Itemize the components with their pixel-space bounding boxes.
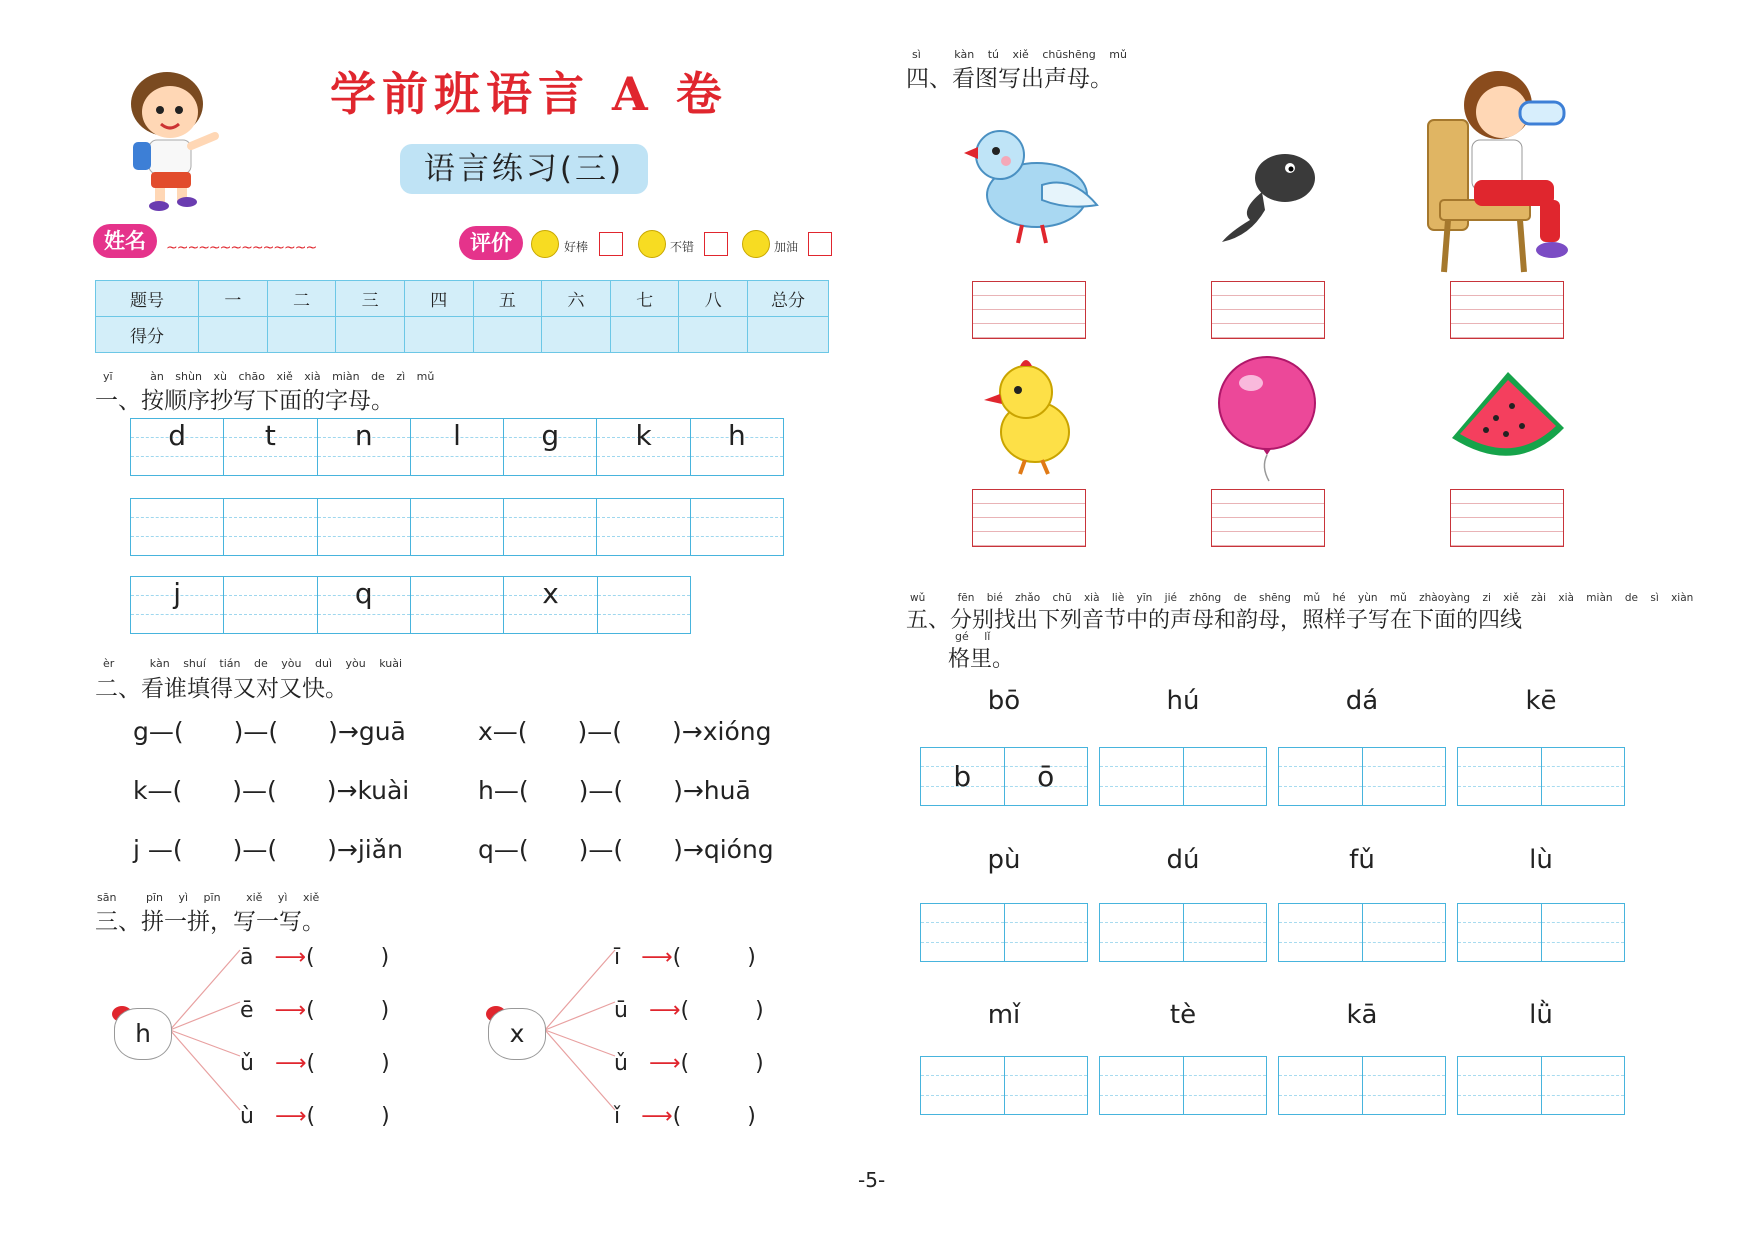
eval-option-good: 好棒 xyxy=(564,240,589,254)
box-cell[interactable] xyxy=(1541,748,1625,805)
pinyin: kàn xyxy=(954,48,975,61)
pinyin: sì xyxy=(912,48,921,61)
pinyin: zi xyxy=(1482,592,1491,604)
four-line-box[interactable] xyxy=(1457,1056,1625,1115)
pinyin: xiě xyxy=(1503,592,1519,604)
four-line-box[interactable] xyxy=(1099,1056,1267,1115)
pinyin: yàng xyxy=(1444,592,1471,604)
score-cell[interactable] xyxy=(404,317,473,353)
box-cell[interactable] xyxy=(1004,904,1088,961)
s5-heading-2: 格里。 xyxy=(948,647,1015,672)
pinyin: yīn xyxy=(1136,592,1153,604)
pinyin: mǔ xyxy=(416,370,435,383)
page-number: -5- xyxy=(858,1168,886,1192)
letter: l xyxy=(453,419,461,452)
box-cell[interactable] xyxy=(1362,904,1446,961)
pinyin: shuí xyxy=(183,657,206,670)
answer-blank[interactable]: ( ) xyxy=(306,945,390,970)
grid-cell xyxy=(318,577,411,633)
box-cell[interactable] xyxy=(1100,904,1183,961)
pinyin: lǐ xyxy=(984,630,991,643)
pinyin: tú xyxy=(987,48,999,61)
s3-row[interactable] xyxy=(240,1046,390,1077)
pinyin: xià xyxy=(1558,592,1574,604)
box-cell[interactable] xyxy=(1541,1057,1625,1114)
s1-grid-row1 xyxy=(130,418,784,476)
box-cell[interactable] xyxy=(1279,904,1362,961)
score-header-cell: 二 xyxy=(267,281,336,317)
final: ǔ xyxy=(614,1051,628,1076)
score-cell[interactable] xyxy=(267,317,336,353)
syllable: fǔ xyxy=(1349,845,1375,875)
pinyin: zhōng xyxy=(1189,592,1222,604)
box-cell[interactable] xyxy=(1458,748,1541,805)
s3-row[interactable] xyxy=(240,940,389,971)
pinyin: zhào xyxy=(1419,592,1445,604)
pinyin: èr xyxy=(103,657,115,670)
s1-grid-row2[interactable] xyxy=(130,498,784,556)
score-header-cell: 一 xyxy=(199,281,268,317)
syllable: lù xyxy=(1529,845,1553,875)
pinyin: mǔ xyxy=(1109,48,1127,61)
pinyin: yì xyxy=(178,891,189,904)
score-row-label: 得分 xyxy=(96,317,199,353)
score-header-cell: 总分 xyxy=(748,281,829,317)
pinyin: xù xyxy=(213,370,227,383)
box-cell[interactable] xyxy=(1004,1057,1088,1114)
answer-box-balloon[interactable] xyxy=(1211,489,1325,547)
pinyin: fēn xyxy=(957,592,975,604)
grid-cell[interactable] xyxy=(131,499,224,555)
score-cell[interactable] xyxy=(542,317,611,353)
pinyin: yòu xyxy=(281,657,302,670)
box-cell[interactable] xyxy=(1100,1057,1183,1114)
initial-letter: x xyxy=(509,1019,525,1048)
s2-heading: 二、看谁填得又对又快。 xyxy=(95,676,348,702)
pinyin: zì xyxy=(396,370,406,383)
s2-line[interactable]: j —( )—( )→jiǎn xyxy=(133,835,403,864)
initial-letter: h xyxy=(135,1019,151,1048)
s2-line[interactable]: k—( )—( )→kuài xyxy=(133,776,410,805)
box-cell[interactable] xyxy=(1183,748,1267,805)
s3-row[interactable] xyxy=(614,940,756,971)
score-table-header-row xyxy=(96,281,829,317)
arrow-icon: ⟶ xyxy=(641,945,673,970)
pinyin: yī xyxy=(103,370,113,383)
box-cell[interactable] xyxy=(1458,1057,1541,1114)
four-line-box[interactable] xyxy=(1099,903,1267,962)
score-header-cell: 题号 xyxy=(96,281,199,317)
arrow-icon: ⟶ xyxy=(274,1051,307,1076)
s3-connector-lines-right xyxy=(535,940,625,1120)
pinyin: duì xyxy=(314,657,332,670)
pinyin: shùn xyxy=(175,370,202,383)
pinyin: chāo xyxy=(238,370,265,383)
name-badge: 姓名 xyxy=(93,224,157,258)
score-cell[interactable] xyxy=(199,317,268,353)
score-header-cell: 七 xyxy=(610,281,679,317)
s3-heading: 三、拼一拼，写一写。 xyxy=(95,909,325,935)
letter: h xyxy=(727,419,746,452)
letter: d xyxy=(168,419,187,452)
letter: q xyxy=(354,577,373,610)
syllable: tè xyxy=(1169,1000,1197,1030)
pinyin: pīn xyxy=(145,891,163,904)
arrow-icon: ⟶ xyxy=(274,945,307,970)
box-cell[interactable] xyxy=(1279,748,1362,805)
box-cell xyxy=(921,748,1004,805)
pinyin: yùn xyxy=(1357,592,1378,604)
page-subtitle: 语言练习(三) xyxy=(400,144,648,194)
grid-cell xyxy=(224,419,317,475)
four-line-box[interactable] xyxy=(1457,747,1625,806)
pinyin: mǔ xyxy=(1303,592,1321,604)
answer-box-watermelon[interactable] xyxy=(1450,489,1564,547)
score-cell[interactable] xyxy=(610,317,679,353)
score-cell[interactable] xyxy=(748,317,829,353)
pinyin: chū xyxy=(1052,592,1072,604)
eval-option-try: 加油 xyxy=(774,240,799,254)
grid-cell xyxy=(504,419,597,475)
answer-box-tadpole[interactable] xyxy=(1211,281,1325,339)
girl-drinking-image xyxy=(1420,60,1580,279)
answer-blank[interactable]: ( ) xyxy=(672,945,756,970)
pinyin: de xyxy=(1624,592,1639,604)
arrow-icon: ⟶ xyxy=(641,1104,673,1129)
pinyin: xiàn xyxy=(1671,592,1694,604)
answer-blank[interactable]: ( ) xyxy=(306,998,390,1023)
letter: k xyxy=(635,419,652,452)
grid-cell[interactable] xyxy=(411,577,504,633)
arrow-icon: ⟶ xyxy=(274,998,307,1023)
grid-cell xyxy=(691,419,783,475)
box-cell[interactable] xyxy=(921,1057,1004,1114)
four-line-box[interactable] xyxy=(1278,1056,1446,1115)
grid-cell[interactable] xyxy=(224,577,317,633)
box-cell[interactable] xyxy=(1183,1057,1267,1114)
box-cell[interactable] xyxy=(1279,1057,1362,1114)
sad-face-icon xyxy=(742,230,770,258)
syllable: mǐ xyxy=(987,1000,1021,1030)
answer-blank[interactable]: ( ) xyxy=(306,1104,390,1129)
pinyin: kàn xyxy=(149,657,170,670)
boy-illustration xyxy=(115,62,225,212)
eval-badge: 评价 xyxy=(459,226,523,260)
score-header-cell: 八 xyxy=(679,281,748,317)
pinyin: shēng xyxy=(1259,592,1291,604)
score-cell[interactable] xyxy=(336,317,405,353)
letter: j xyxy=(173,577,182,610)
s3-row[interactable] xyxy=(614,993,764,1024)
chick-image xyxy=(980,352,1080,481)
score-header-cell: 四 xyxy=(404,281,473,317)
pinyin: zài xyxy=(1531,592,1547,604)
example-final: ō xyxy=(1037,760,1055,793)
grid-cell xyxy=(597,419,690,475)
s1-heading: 一、按顺序抄写下面的字母。 xyxy=(95,388,394,414)
final: ǔ xyxy=(240,1051,254,1076)
cat-head-icon xyxy=(488,1008,546,1060)
pinyin: de xyxy=(254,657,268,670)
final: ū xyxy=(614,998,628,1023)
score-cell[interactable] xyxy=(679,317,748,353)
pinyin: gé xyxy=(955,630,969,643)
box-cell[interactable] xyxy=(1100,748,1183,805)
score-table xyxy=(95,280,829,353)
four-line-box[interactable] xyxy=(920,903,1088,962)
pinyin: mǔ xyxy=(1389,592,1407,604)
letter: g xyxy=(541,419,560,452)
syllable: dá xyxy=(1345,686,1379,716)
pinyin: yòu xyxy=(345,657,366,670)
answer-blank[interactable]: ( ) xyxy=(680,998,764,1023)
score-header-cell: 六 xyxy=(542,281,611,317)
pinyin: xiě xyxy=(302,891,320,904)
final: ā xyxy=(240,945,254,970)
example-initial: b xyxy=(953,760,972,793)
letter: n xyxy=(354,419,373,452)
pinyin: xià xyxy=(304,370,321,383)
four-line-box[interactable] xyxy=(1457,903,1625,962)
pinyin: bié xyxy=(986,592,1003,604)
answer-box-girl[interactable] xyxy=(1450,281,1564,339)
final: ī xyxy=(614,945,621,970)
pinyin: tián xyxy=(219,657,241,670)
four-line-box[interactable] xyxy=(1099,747,1267,806)
arrow-icon: ⟶ xyxy=(648,1051,681,1076)
pinyin: de xyxy=(1233,592,1247,604)
box-cell[interactable] xyxy=(921,904,1004,961)
eval-checkbox-try[interactable] xyxy=(808,232,832,256)
s4-heading: 四、看图写出声母。 xyxy=(906,66,1113,92)
s2-line[interactable]: x—( )—( )→xióng xyxy=(478,717,772,746)
s3-row[interactable] xyxy=(240,1099,390,1130)
grid-cell[interactable] xyxy=(504,499,597,555)
eval-option-ok: 不错 xyxy=(670,240,695,254)
arrow-icon: ⟶ xyxy=(648,998,681,1023)
grid-cell[interactable] xyxy=(598,577,690,633)
letter: x xyxy=(542,577,559,610)
pinyin: xià xyxy=(1083,592,1100,604)
s2-line[interactable]: h—( )—( )→huā xyxy=(478,776,751,805)
letter: t xyxy=(264,419,276,452)
cat-head-icon xyxy=(114,1008,172,1060)
grid-cell[interactable] xyxy=(318,499,411,555)
name-blank[interactable]: ~~~~~~~~~~~~~~ xyxy=(166,240,317,256)
grid-cell[interactable] xyxy=(597,499,690,555)
answer-blank[interactable]: ( ) xyxy=(680,1051,764,1076)
pinyin: chū xyxy=(1042,48,1063,61)
score-table-score-row xyxy=(96,317,829,353)
final: ù xyxy=(240,1104,254,1129)
pinyin: pīn xyxy=(203,891,221,904)
smile-face-icon xyxy=(531,230,559,258)
four-line-box[interactable] xyxy=(1278,903,1446,962)
grid-cell xyxy=(131,419,224,475)
syllable: pù xyxy=(987,845,1021,875)
balloon-image xyxy=(1215,355,1319,489)
s3-row[interactable] xyxy=(240,993,389,1024)
pinyin: sì xyxy=(1650,592,1659,604)
pigeon-image xyxy=(962,115,1102,254)
pinyin: shēng xyxy=(1062,48,1096,61)
pinyin: hé xyxy=(1332,592,1346,604)
score-cell[interactable] xyxy=(473,317,542,353)
pinyin: àn xyxy=(150,370,164,383)
syllable: dú xyxy=(1166,845,1200,875)
pinyin: zhǎo xyxy=(1015,592,1041,604)
pinyin: wǔ xyxy=(910,592,926,604)
pinyin: sān xyxy=(97,891,117,904)
pinyin: miàn xyxy=(1586,592,1613,604)
pinyin: kuài xyxy=(379,657,403,670)
answer-blank[interactable]: ( ) xyxy=(306,1051,390,1076)
box-cell xyxy=(1004,748,1088,805)
box-cell[interactable] xyxy=(1541,904,1625,961)
answer-box-chick[interactable] xyxy=(972,489,1086,547)
grid-cell xyxy=(411,419,504,475)
s3-connector-lines xyxy=(160,940,250,1120)
score-header-cell: 三 xyxy=(336,281,405,317)
grid-cell[interactable] xyxy=(224,499,317,555)
syllable: hú xyxy=(1166,686,1200,716)
four-line-box[interactable] xyxy=(1278,747,1446,806)
syllable: kā xyxy=(1346,1000,1378,1030)
grid-cell[interactable] xyxy=(411,499,504,555)
pinyin: jié xyxy=(1164,592,1177,604)
neutral-face-icon xyxy=(638,230,666,258)
s3-row[interactable] xyxy=(614,1046,764,1077)
grid-cell xyxy=(131,577,224,633)
tadpole-image xyxy=(1220,140,1330,254)
eval-checkbox-good[interactable] xyxy=(599,232,623,256)
pinyin: xiě xyxy=(246,891,263,904)
pinyin: xiě xyxy=(1012,48,1029,61)
box-cell[interactable] xyxy=(1362,748,1446,805)
watermelon-image xyxy=(1446,368,1566,472)
answer-box-pigeon[interactable] xyxy=(972,281,1086,339)
grid-cell xyxy=(318,419,411,475)
pinyin: yì xyxy=(277,891,288,904)
s1-grid-row3 xyxy=(130,576,691,634)
syllable: lǜ xyxy=(1529,1000,1553,1030)
s3-row[interactable] xyxy=(614,1099,756,1130)
s2-pinyin xyxy=(103,657,402,670)
eval-checkbox-ok[interactable] xyxy=(704,232,728,256)
syllable: bō xyxy=(987,686,1021,716)
page-title: 学前班语言 A 卷 xyxy=(330,67,728,121)
syllable: kē xyxy=(1525,686,1557,716)
box-cell[interactable] xyxy=(1458,904,1541,961)
box-cell[interactable] xyxy=(1183,904,1267,961)
s2-line[interactable]: g—( )—( )→guā xyxy=(133,717,406,746)
four-line-box[interactable] xyxy=(920,1056,1088,1115)
s5-heading: 五、分别找出下列音节中的声母和韵母，照样子写在下面的四线 xyxy=(906,608,1523,633)
pinyin: de xyxy=(371,370,385,383)
grid-cell[interactable] xyxy=(691,499,783,555)
pinyin: xiě xyxy=(276,370,293,383)
final: ǐ xyxy=(614,1104,621,1129)
box-cell[interactable] xyxy=(1362,1057,1446,1114)
pinyin: liè xyxy=(1111,592,1125,604)
answer-blank[interactable]: ( ) xyxy=(672,1104,756,1129)
grid-cell xyxy=(504,577,597,633)
arrow-icon: ⟶ xyxy=(274,1104,307,1129)
four-line-box-example xyxy=(920,747,1088,806)
score-header-cell: 五 xyxy=(473,281,542,317)
pinyin: miàn xyxy=(332,370,360,383)
s2-line[interactable]: q—( )—( )→qióng xyxy=(478,835,774,864)
final: ē xyxy=(240,998,254,1023)
